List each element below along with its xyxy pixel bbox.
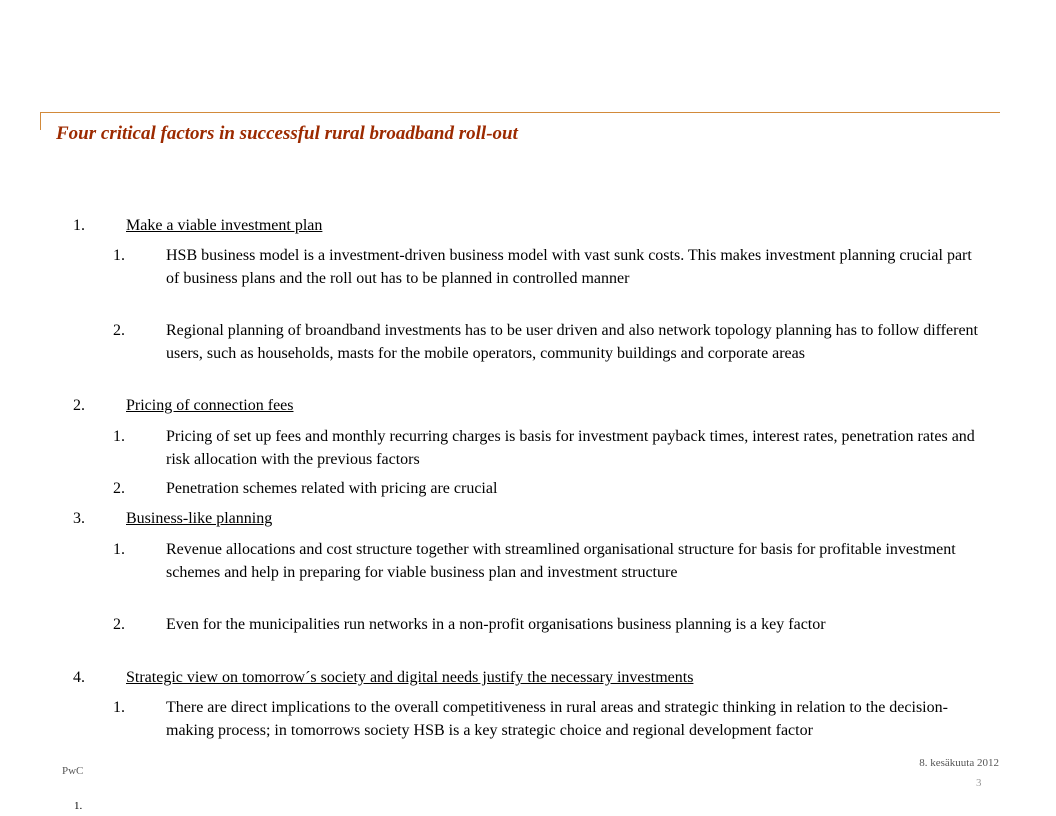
sub-list-item-text: Revenue allocations and cost structure together with streamlined organisational structure for basis for profitable investment schemes and help in preparing for viable business plan and investment structure — [166, 541, 956, 581]
sub-list-item-text: HSB business model is a investment-driven business model with vast sunk costs. This makes investment planning crucial part of business plans and the roll out has to be planned in controlled manner — [166, 247, 972, 287]
sub-list-item-number: 1. — [113, 247, 125, 264]
sub-list-item-number: 1. — [113, 699, 125, 716]
list-item-number: 3. — [73, 510, 85, 527]
sub-list-item-text: Regional planning of broandband investments has to be user driven and also network topology planning has to follow different users, such as households, masts for the mobile operators, community buildings and corporate areas — [166, 322, 978, 362]
sub-list-item-text: Penetration schemes related with pricing are crucial — [166, 480, 498, 497]
list-item-number: 1. — [73, 217, 85, 234]
sub-list-item-number: 2. — [113, 480, 125, 497]
sub-list-item-number: 1. — [113, 541, 125, 558]
list-item-heading: Pricing of connection fees — [126, 397, 294, 414]
sub-list-item-text: There are direct implications to the overall competitiveness in rural areas and strategic thinking in relation to the decision-making process; in tomorrows society HSB is a key strategic choice and regional development factor — [166, 699, 948, 739]
list-item-heading: Strategic view on tomorrow´s society and digital needs justify the necessary investments — [126, 669, 694, 686]
sub-list-item-text: Pricing of set up fees and monthly recurring charges is basis for investment payback times, interest rates, penetration rates and risk allocation with the previous factors — [166, 428, 975, 468]
sub-list-item-number: 1. — [113, 428, 125, 445]
sub-list-item-text: Even for the municipalities run networks in a non-profit organisations business planning is a key factor — [166, 616, 826, 633]
list-item-heading: Make a viable investment plan — [126, 217, 323, 234]
slide-title: Four critical factors in successful rural broadband roll-out — [56, 123, 518, 144]
footer-company: PwC — [62, 765, 84, 777]
footer-date: 8. kesäkuuta 2012 — [919, 757, 999, 769]
list-item-number: 4. — [73, 669, 85, 686]
page-number: 3 — [976, 777, 982, 789]
list-item-heading: Business-like planning — [126, 510, 273, 527]
sub-list-item-number: 2. — [113, 616, 125, 633]
list-item-number: 2. — [73, 397, 85, 414]
footer-note: 1. — [74, 800, 83, 812]
sub-list-item-number: 2. — [113, 322, 125, 339]
